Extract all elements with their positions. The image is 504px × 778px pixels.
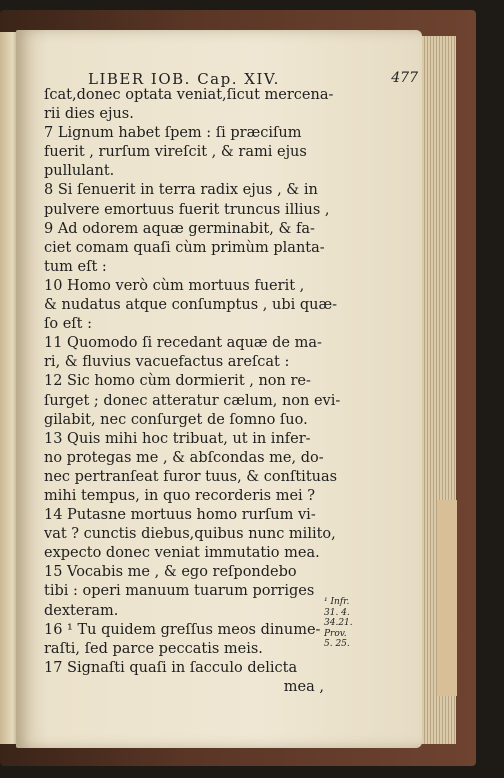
text-line: ciet comam quaſi cùm primùm planta- <box>44 239 325 256</box>
margin-notes <box>324 597 364 650</box>
text-line: 15 Vocabis me , & ego reſpondebo <box>44 564 297 581</box>
running-title: LIBER IOB. Cap. XIV. <box>88 70 280 88</box>
margin-note: ¹ Infr. <box>324 597 350 607</box>
text-line: 16 ¹ Tu quidem greſſus meos dinume- <box>44 621 321 638</box>
text-line: 9 Ad odorem aquæ germinabit, & fa- <box>44 220 315 237</box>
bookmark-strip <box>437 500 457 696</box>
text-line: ſurget ; donec atteratur cælum, non evi- <box>44 392 341 409</box>
margin-note: Prov. <box>324 628 347 639</box>
text-line: tibi : operi manuum tuarum porriges <box>44 583 315 600</box>
text-line: 11 Quomodo ſi recedant aquæ de ma- <box>44 335 322 352</box>
text-line: mea , <box>283 678 324 695</box>
page-number: 477 <box>391 70 418 86</box>
text-line: rii dies ejus. <box>44 106 134 123</box>
text-line: no protegas me , & abſcondas me, do- <box>44 449 324 466</box>
text-line: ri, & fluvius vacuefactus areſcat : <box>44 354 290 371</box>
text-line: tum eſt : <box>44 258 107 275</box>
text-line: gilabit, nec conſurget de ſomno ſuo. <box>44 411 308 428</box>
text-line: nec pertranſeat furor tuus, & conſtituas <box>44 468 338 485</box>
margin-note: 34.21. <box>324 618 353 628</box>
text-line: dexteram. <box>44 602 119 619</box>
text-line: 13 Quis mihi hoc tribuat, ut in infer- <box>44 430 311 447</box>
text-line: 10 Homo verò cùm mortuus fuerit , <box>44 277 305 294</box>
text-line: mihi tempus, in quo recorderis mei ? <box>44 487 316 504</box>
text-line: raſti, ſed parce peccatis meis. <box>44 640 263 657</box>
text-line: 14 Putasne mortuus homo rurſum vi- <box>44 507 316 524</box>
margin-note: 31. 4. <box>324 607 350 618</box>
text-line: expecto donec veniat immutatio mea. <box>44 545 320 562</box>
text-line: ſcat,donec optata veniat,ſicut mercena- <box>44 87 334 103</box>
text-line: & nudatus atque conſumptus , ubi quæ- <box>44 297 337 314</box>
margin-note: 5. 25. <box>324 639 350 649</box>
text-line: 12 Sic homo cùm dormierit , non re- <box>44 373 311 390</box>
text-line: 7 Lignum habet ſpem : ſi præciſum <box>44 125 302 142</box>
text-line: pulvere emortuus fuerit truncus illius , <box>44 201 330 218</box>
text-line: fuerit , rurſum vireſcit , & rami ejus <box>44 144 307 161</box>
text-line: pullulant. <box>44 163 115 180</box>
text-line: 8 Si ſenuerit in terra radix ejus , & in <box>44 182 318 199</box>
text-line: 17 Signaſti quaſi in ſacculo delicta <box>44 659 298 676</box>
text-line: vat ? cunctis diebus,quibus nunc milito, <box>44 526 336 543</box>
text-line: ſo eſt : <box>44 316 92 333</box>
